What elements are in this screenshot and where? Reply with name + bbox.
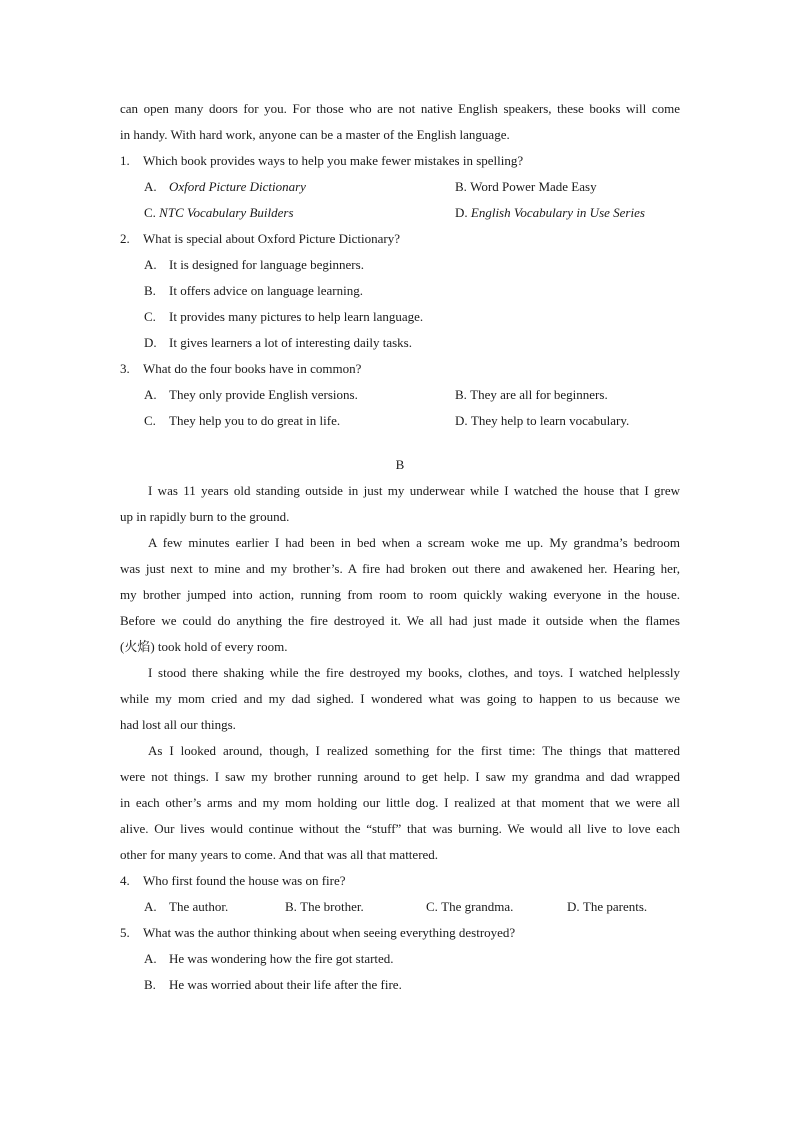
option-text: English Vocabulary in Use Series — [470, 205, 645, 220]
options-row — [120, 894, 680, 920]
question-text: Which book provides ways to help you make fewer mistakes in spelling? — [143, 153, 524, 168]
option-text: It offers advice on language learning. — [169, 283, 363, 298]
question-text: What do the four books have in common? — [143, 361, 362, 376]
option-label: B. — [285, 899, 297, 914]
option-text: The author. — [169, 899, 229, 914]
passage-line: up in rapidly burn to the ground. — [120, 509, 290, 524]
option-b — [455, 174, 597, 200]
question-4 — [120, 868, 680, 894]
option-b — [455, 382, 608, 408]
options-row — [120, 382, 680, 408]
passage-line: other for many years to come. And that was all that mattered. — [120, 847, 439, 862]
option-label: D. — [144, 335, 157, 350]
option-text: Word Power Made Easy — [470, 179, 597, 194]
passage-line: I was 11 years old standing outside in just my underwear while I watched the house that I grew — [148, 483, 680, 498]
option-b — [285, 894, 426, 920]
question-1 — [120, 148, 680, 174]
question-text: What was the author thinking about when seeing everything destroyed? — [143, 925, 516, 940]
passage-line: As I looked around, though, I realized something for the first time: The things that mattered — [148, 743, 680, 758]
option-d — [455, 408, 629, 434]
option-label: C. — [426, 899, 438, 914]
option-d — [455, 200, 645, 226]
option-a — [120, 252, 680, 278]
option-text: They help to learn vocabulary. — [470, 413, 630, 428]
option-label: B. — [455, 387, 467, 402]
option-c — [120, 304, 680, 330]
passage-line: was just next to mine and my brother’s. A fire had broken out there and awakened her. Hearing her, — [120, 561, 680, 576]
passage-line: I stood there shaking while the fire destroyed my books, clothes, and toys. I watched helplessly — [148, 665, 680, 680]
question-3 — [120, 356, 680, 382]
passage-line: had lost all our things. — [120, 717, 236, 732]
option-c — [426, 894, 567, 920]
option-label: A. — [144, 951, 157, 966]
option-label: B. — [455, 179, 467, 194]
passage-line: my brother jumped into action, running from room to room quickly waking everyone in the house. — [120, 587, 680, 602]
option-c — [144, 408, 455, 434]
option-label: C. — [144, 205, 156, 220]
option-text: They help you to do great in life. — [169, 413, 341, 428]
option-d — [567, 894, 647, 920]
question-text: What is special about Oxford Picture Dictionary? — [143, 231, 401, 246]
passage-line: in each other’s arms and my mom holding our little dog. I realized at that moment that we were all — [120, 795, 680, 810]
document-page — [120, 96, 680, 998]
option-text: The parents. — [582, 899, 648, 914]
option-label: A. — [144, 257, 157, 272]
option-c — [144, 200, 455, 226]
option-label: A. — [144, 179, 157, 194]
option-text: The grandma. — [441, 899, 514, 914]
option-a — [144, 382, 455, 408]
passage-line: while my mom cried and my dad sighed. I wondered what was going to happen to us because we — [120, 691, 680, 706]
option-a — [144, 174, 455, 200]
option-text: He was wondering how the fire got started. — [169, 951, 394, 966]
option-text: It is designed for language beginners. — [169, 257, 364, 272]
option-label: D. — [455, 205, 468, 220]
option-b — [120, 278, 680, 304]
option-text: The brother. — [300, 899, 364, 914]
section-heading: B — [395, 457, 405, 472]
option-a — [144, 894, 285, 920]
options-row — [120, 200, 680, 226]
option-text: It provides many pictures to help learn language. — [169, 309, 424, 324]
option-label: D. — [567, 899, 580, 914]
option-text: He was worried about their life after the fire. — [169, 977, 402, 992]
passage-line: alive. Our lives would continue without the “stuff” that was burning. We would all live to love each — [120, 821, 680, 836]
option-a — [120, 946, 680, 972]
option-label: D. — [455, 413, 468, 428]
option-text: NTC Vocabulary Builders — [159, 205, 294, 220]
passage-line: (火焰) took hold of every room. — [120, 639, 288, 654]
question-number: 2. — [120, 231, 130, 246]
option-text: They are all for beginners. — [470, 387, 608, 402]
question-number: 1. — [120, 153, 130, 168]
option-label: A. — [144, 387, 157, 402]
option-label: B. — [144, 283, 156, 298]
question-number: 5. — [120, 925, 130, 940]
option-d — [120, 330, 680, 356]
option-label: C. — [144, 413, 156, 428]
intro-line: in handy. With hard work, anyone can be a master of the English language. — [120, 127, 510, 142]
option-label: C. — [144, 309, 156, 324]
option-text: Oxford Picture Dictionary — [169, 179, 306, 194]
option-text: They only provide English versions. — [169, 387, 358, 402]
options-row — [120, 408, 680, 434]
intro-line: can open many doors for you. For those who are not native English speakers, these books will come — [120, 101, 680, 116]
option-label: B. — [144, 977, 156, 992]
question-number: 4. — [120, 873, 130, 888]
options-row — [120, 174, 680, 200]
passage-line: Before we could do anything the fire destroyed it. We all had just made it outside when the flames — [120, 613, 680, 628]
question-text: Who first found the house was on fire? — [143, 873, 346, 888]
passage-line: A few minutes earlier I had been in bed when a scream woke me up. My grandma’s bedroom — [148, 535, 680, 550]
option-label: A. — [144, 899, 157, 914]
option-text: It gives learners a lot of interesting daily tasks. — [169, 335, 412, 350]
question-2 — [120, 226, 680, 252]
question-5 — [120, 920, 680, 946]
option-b — [120, 972, 680, 998]
passage-line: were not things. I saw my brother running around to get help. I saw my grandma and dad wrapped — [120, 769, 680, 784]
question-number: 3. — [120, 361, 130, 376]
